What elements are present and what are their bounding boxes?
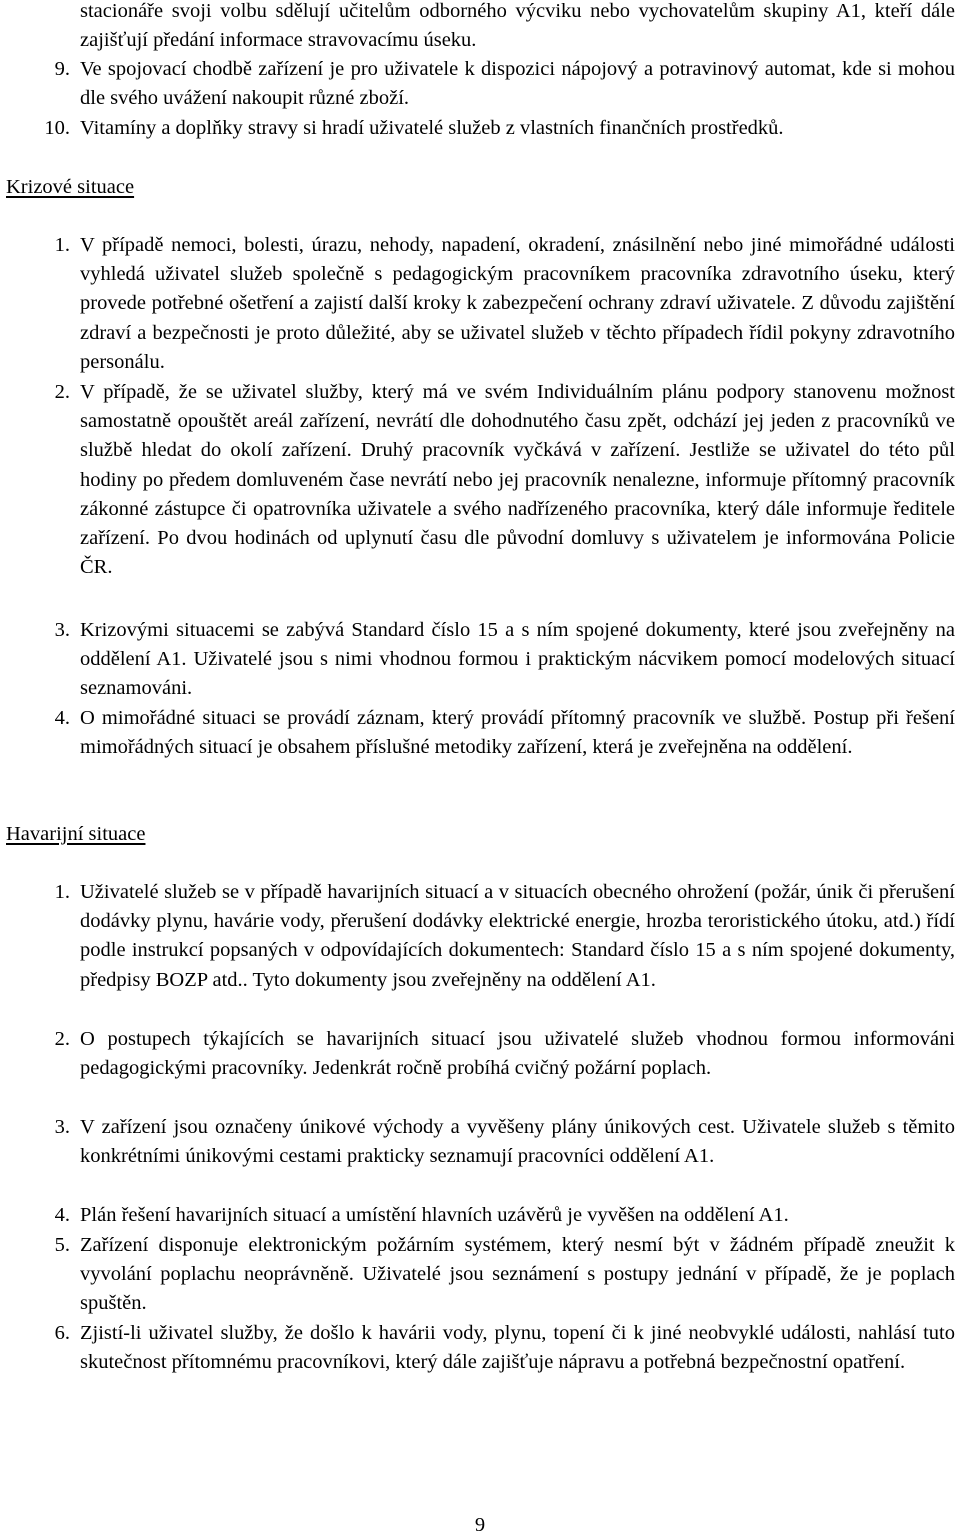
section-heading-krizove: Krizové situace — [6, 176, 135, 198]
list-text: V případě, že se uživatel služby, který má ve svém Individuálním plánu podpory stanovenu možnost samostatně opouštět areál zařízení, nevrátí dle dohodnutého času zpět, odchází jej jeden z pracovníků ve službě hledat do okolí zařízení. Druhý pracovník vyčkává v zařízení. Jestliže se uživatel do této půl hodiny po předem domluveném čase nevrátí nebo jej pracovník nenalezne, informuje přítomný pracovník zákonné zástupce či opatrovníka uživatele a svého nadřízeného pracovníka, který dále informuje ředitele zařízení. Po dvou hodinách od uplynutí času dle původní domluvy s uživatelem je informována Policie ČR. — [80, 381, 955, 579]
list-number: 1. — [54, 234, 70, 256]
list-text: Vitamíny a doplňky stravy si hradí uživatelé služeb z vlastních finančních prostředků. — [80, 117, 784, 139]
list-text: Zařízení disponuje elektronickým požárním systémem, který nesmí být v žádném případě zneužit k vyvolání poplachu neoprávněně. Uživatelé jsou seznámení s postupy jednání v případě, že je poplach spuštěn. — [80, 1234, 955, 1315]
list-number: 2. — [54, 381, 70, 403]
list-number: 3. — [54, 619, 70, 641]
list-number: 4. — [54, 707, 70, 729]
list-text: O mimořádné situaci se provádí záznam, který provádí přítomný pracovník ve službě. Postup při řešení mimořádných situací je obsahem příslušné metodiky zařízení, která je zveřejněna na oddělení. — [80, 707, 955, 759]
page-number: 9 — [474, 1514, 486, 1536]
list-text: V zařízení jsou označeny únikové východy a vyvěšeny plány únikových cest. Uživatele služeb s těmito konkrétními únikovými cestami prakticky seznamují pracovníci oddělení A1. — [80, 1116, 955, 1168]
continuation-text: stacionáře svoji volbu sdělují učitelům odborného výcviku nebo vychovatelům skupiny A1, kteří dále zajišťují předání informace stravovacímu úseku. — [80, 0, 955, 52]
list-number: 10. — [44, 117, 70, 139]
list-number: 1. — [54, 881, 70, 903]
section-heading-havarijni: Havarijní situace — [6, 823, 146, 845]
list-text: O postupech týkajících se havarijních situací jsou uživatelé služeb vhodnou formou informováni pedagogickými pracovníky. Jedenkrát ročně probíhá cvičný požární poplach. — [80, 1028, 955, 1080]
list-number: 5. — [54, 1234, 70, 1256]
list-text: Plán řešení havarijních situací a umístění hlavních uzávěrů je vyvěšen na oddělení A1. — [80, 1204, 789, 1226]
list-number: 4. — [54, 1204, 70, 1226]
list-text: Zjistí-li uživatel služby, že došlo k havárii vody, plynu, topení či k jiné neobvyklé události, nahlásí tuto skutečnost přítomnému pracovníkovi, který dále zajišťuje nápravu a potřebná bezpečnostní opatření. — [80, 1322, 955, 1374]
list-number: 6. — [54, 1322, 70, 1344]
list-text: V případě nemoci, bolesti, úrazu, nehody, napadení, okradení, znásilnění nebo jiné mimořádné události vyhledá uživatel služeb společně s pedagogickým pracovníkem pracovníka zdravotního úseku, který provede potřebné ošetření a zajistí další kroky k zabezpečení ochrany zdraví uživatele. Z důvodu zajištění zdraví a bezpečnosti je proto důležité, aby se uživatel služeb v těchto případech řídil pokyny zdravotního personálu. — [80, 234, 955, 373]
list-number: 9. — [54, 58, 70, 80]
list-number: 2. — [54, 1028, 70, 1050]
list-text: Uživatelé služeb se v případě havarijních situací a v situacích obecného ohrožení (požár, únik či přerušení dodávky plynu, havárie vody, přerušení dodávky elektrické energie, hrozba teroristického útoku, atd.) řídí podle instrukcí popsaných v odpovídajících dokumentech: Standard číslo 15 a s ním spojené dokumenty, předpisy BOZP atd.. Tyto dokumenty jsou zveřejněny na oddělení A1. — [80, 881, 955, 991]
list-number: 3. — [54, 1116, 70, 1138]
list-text: Ve spojovací chodbě zařízení je pro uživatele k dispozici nápojový a potravinový automat, kde si mohou dle svého uvážení nakoupit různé zboží. — [80, 58, 955, 110]
list-text: Krizovými situacemi se zabývá Standard číslo 15 a s ním spojené dokumenty, které jsou zveřejněny na oddělení A1. Uživatelé jsou s nimi vhodnou formou i praktickým nácvikem pomocí modelových situací seznamováni. — [80, 619, 955, 700]
